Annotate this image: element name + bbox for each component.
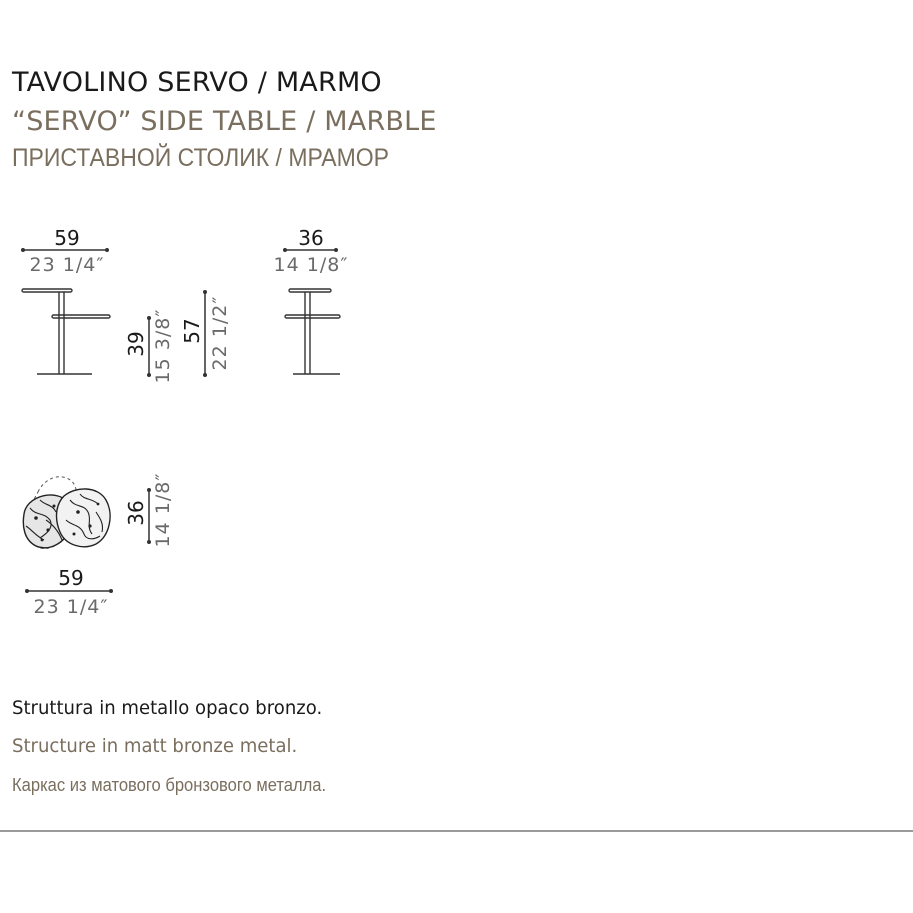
low-height-cm: 39 [124,331,148,357]
title-italian: TAVOLINO SERVO / MARMO [12,67,382,98]
front-width-cm: 59 [54,226,80,250]
top-width-in: 23 1/4″ [33,596,109,618]
high-height-in: 22 1/2″ [209,295,231,371]
footer-divider [0,830,913,832]
side-view-drawing [285,289,340,374]
top-view-drawing [23,477,110,549]
side-width-in: 14 1/8″ [273,254,349,276]
high-height-cm: 57 [180,318,204,344]
top-depth-in: 14 1/8″ [152,472,174,548]
description-english: Structure in matt bronze metal. [12,735,298,757]
front-view-drawing [22,289,110,374]
title-russian: ПРИСТАВНОЙ СТОЛИК / МРАМОР [12,144,390,172]
side-width-cm: 36 [298,226,324,250]
top-depth-cm: 36 [124,500,148,526]
title-english: “SERVO” SIDE TABLE / MARBLE [12,106,437,137]
low-height-in: 15 3/8″ [152,308,174,384]
top-width-cm: 59 [58,566,84,590]
description-italian: Struttura in metallo opaco bronzo. [12,697,323,719]
front-width-in: 23 1/4″ [29,254,105,276]
description-russian: Каркас из матового бронзового металла. [12,775,327,795]
